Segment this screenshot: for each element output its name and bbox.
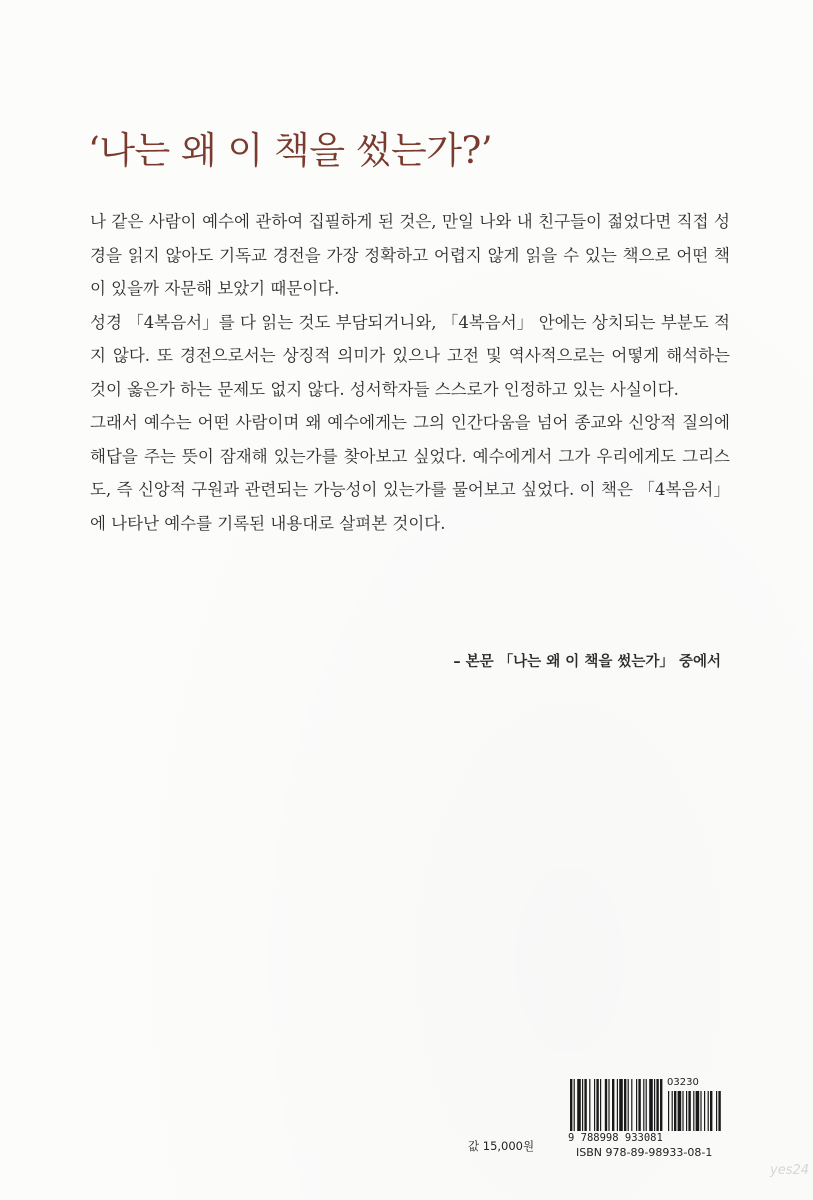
barcode-bar <box>582 1079 583 1131</box>
excerpt-body <box>90 205 730 540</box>
barcode-bar <box>646 1079 647 1131</box>
barcode-bar <box>619 1079 623 1131</box>
barcode-bar <box>628 1079 629 1131</box>
isbn-number: ISBN 978-89-98933-08-1 <box>576 1146 713 1159</box>
barcode-addon-bar <box>700 1091 701 1131</box>
barcode-digits: 9 788998 933081 <box>568 1132 663 1144</box>
barcode-bar <box>608 1079 609 1131</box>
barcode-bar <box>624 1079 626 1131</box>
price-label: 값 15,000원 <box>468 1139 535 1153</box>
barcode-bar <box>584 1079 586 1131</box>
barcode-addon-bar <box>674 1091 676 1131</box>
barcode-bar <box>570 1079 572 1131</box>
barcode-bar <box>612 1079 614 1131</box>
barcode-addon-bar <box>668 1091 669 1131</box>
barcode-bar <box>589 1079 590 1131</box>
excerpt-paragraph-2: 성경 「4복음서」를 다 읽는 것도 부담되거니와, 「4복음서」 안에는 상치되는 부분도 적지 않다. 또 경전으로서는 상징적 의미가 있으나 고전 및 역사적으로는 어떻게 해석하는 것이 옳은가 하는 문제도 없지 않다. 성서학자들 스스로가 인정하고 있는 사실이다. <box>90 312 730 399</box>
barcode-bars <box>566 1079 746 1134</box>
excerpt-paragraph-3: 그래서 예수는 어떤 사람이며 왜 예수에게는 그의 인간다움을 넘어 종교와 신앙적 질의에 해답을 주는 뜻이 잠재해 있는가를 찾아보고 싶었다. 예수에게서 그가 우리에게도 그리스도, 즉 신앙적 구원과 관련되는 가능성이 있는가를 물어보고 싶었다. 이 책은 「4복음서」에 나타난 예수를 기록된 내용대로 살펴본 것이다. <box>90 413 730 533</box>
isbn-barcode <box>566 1077 746 1167</box>
barcode-bar <box>638 1079 640 1131</box>
quote-source: – 본문 「나는 왜 이 책을 썼는가」 중에서 <box>453 654 721 670</box>
barcode-bar <box>643 1079 644 1131</box>
barcode-bar <box>654 1079 655 1131</box>
barcode-addon-bar <box>704 1091 705 1131</box>
barcode-bar <box>600 1079 601 1131</box>
barcode-addon-bar <box>693 1091 694 1131</box>
barcode-bar <box>649 1079 653 1131</box>
barcode-bar <box>656 1079 658 1131</box>
barcode-bar <box>574 1079 575 1131</box>
barcode-addon-bar <box>682 1091 683 1131</box>
watermark-logo: yes24 <box>770 1163 810 1178</box>
barcode-bar <box>577 1079 581 1131</box>
barcode-bar <box>617 1079 618 1131</box>
barcode-addon-bar <box>688 1091 690 1131</box>
barcode-addon-bar <box>678 1091 682 1131</box>
barcode-bar <box>660 1079 662 1131</box>
barcode-addon-bar <box>672 1091 673 1131</box>
barcode-addon-code: 03230 <box>667 1077 699 1088</box>
barcode-bar <box>596 1079 598 1131</box>
barcode-addon-bar <box>708 1091 709 1131</box>
barcode-bar <box>631 1079 632 1131</box>
barcode-bar <box>605 1079 607 1131</box>
barcode-addon-bar <box>710 1091 712 1131</box>
excerpt-paragraph-1: 나 같은 사람이 예수에 관하여 집필하게 된 것은, 만일 나와 내 친구들이 젊었다면 직접 성경을 읽지 않아도 기독교 경전을 가장 정확하고 어렵지 않게 읽을 수 있는 책으로 어떤 책이 있을까 자문해 보았기 때문이다. <box>90 212 730 298</box>
barcode-addon-bar <box>696 1091 700 1131</box>
barcode-addon-bar <box>718 1091 720 1131</box>
cover-title: ‘나는 왜 이 책을 썼는가?’ <box>88 129 493 172</box>
barcode-bar <box>594 1079 595 1131</box>
barcode-addon-bar <box>686 1091 687 1131</box>
barcode-bar <box>636 1079 637 1131</box>
barcode-addon-bar <box>716 1091 717 1131</box>
